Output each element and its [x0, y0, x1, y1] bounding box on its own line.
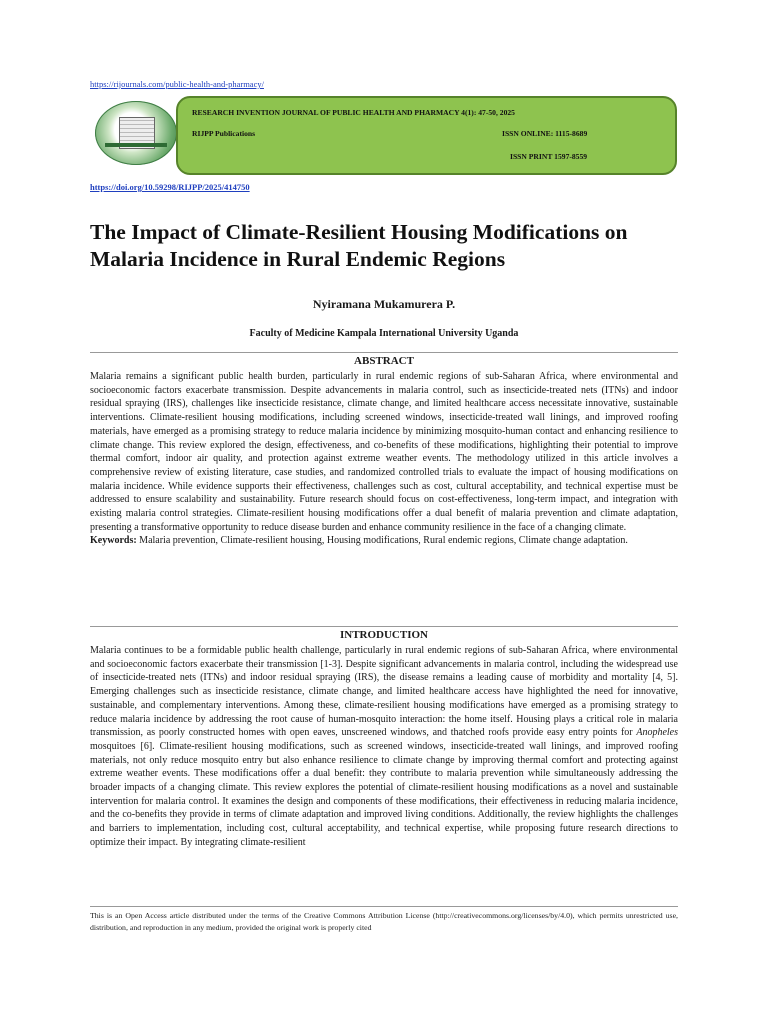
license-notice: This is an Open Access article distributed under the terms of the Creative Commons Attribution License (http://creativecommons.org/licenses/by/4.0), which permits unrestricted use, distribution, and reproduction in any medium, provided the original work is properly cited	[90, 911, 678, 932]
abstract-body	[90, 370, 678, 548]
introduction-body	[90, 644, 678, 850]
footer-divider	[90, 906, 678, 907]
introduction-text-part1: Malaria continues to be a formidable public health challenge, particularly in rural endemic regions of sub-Saharan Africa, where environmental and socioeconomic factors exacerbate their transmission [1-3]. Despite significant advancements in malaria control, including the widespread use of insecticide-treated nets (ITNs) and indoor residual spraying (IRS), the disease remains a leading cause of morbidity and mortality [4, 5]. Emerging challenges such as insecticide resistance, climate change, and limited healthcare access have highlighted the need for innovative, sustainable, and complementary interventions. Among these, climate-resilient housing modifications have emerged as a promising strategy to reduce malaria incidence by addressing the root cause of human-mosquito interaction: the home itself. Housing plays a critical role in malaria transmission, as poorly constructed homes with open eaves, unscreened windows, and thatched roofs provide easy entry points for	[90, 645, 678, 739]
introduction-text-part2: mosquitoes [6]. Climate-resilient housing modifications, such as screened windows, insecticide-treated wall linings, and improved roofing materials, not only reduce mosquito entry but also enhance resilience to climate change by improving thermal comfort and protecting against extreme weather events. These modifications offer a dual benefit: they contribute to malaria prevention while simultaneously addressing the broader impacts of a changing climate. This review explores the potential of climate-resilient housing modifications as a novel and sustainable intervention for malaria control. It examines the design and components of these modifications, their effectiveness in reducing malaria incidence, and the co-benefits they provide in terms of climate adaptation and improved living conditions. Additionally, the review highlights the challenges and barriers to implementation, including cost, cultural acceptability, and technical expertise, while proposing future research directions to optimize their impact. By integrating climate-resilient	[90, 740, 678, 848]
abstract-divider	[90, 352, 678, 353]
species-name: Anopheles	[636, 727, 678, 739]
publisher-name: RIJPP Publications	[192, 129, 256, 138]
abstract-heading: ABSTRACT	[354, 355, 414, 367]
journal-logo	[95, 101, 177, 165]
issn-online: ISSN ONLINE: 1115-8689	[502, 129, 588, 138]
introduction-text	[90, 644, 678, 850]
doi-link[interactable]: https://doi.org/10.59298/RIJPP/2025/414750	[90, 182, 250, 192]
introduction-heading: INTRODUCTION	[339, 629, 428, 641]
keywords-label: Keywords:	[90, 535, 137, 547]
journal-citation: RESEARCH INVENTION JOURNAL OF PUBLIC HEALTH AND PHARMACY 4(1): 47-50, 2025	[192, 108, 515, 117]
issn-print: ISSN PRINT 1597-8559	[510, 152, 588, 161]
logo-bar	[105, 143, 167, 147]
author-name: Nyiramana Mukamurera P.	[312, 297, 456, 311]
keywords	[90, 534, 678, 548]
keywords-list: Malaria prevention, Climate-resilient housing, Housing modifications, Rural endemic regions, Climate change adaptation.	[136, 535, 628, 547]
abstract-text: Malaria remains a significant public health burden, particularly in rural endemic regions of sub-Saharan Africa, where environmental and socioeconomic factors exacerbate transmission. Despite advancements in malaria control, such as insecticide-treated nets (ITNs) and indoor residual spraying (IRS), challenges like insecticide resistance, climate change, and limited healthcare access necessitate innovative, sustainable interventions. Climate-resilient housing modifications, including screened windows, insecticide-treated wall linings, and improved roofing materials, have emerged as a promising strategy to reduce malaria incidence by minimizing mosquito-human contact and enhancing resilience to climate change. This review explored the design, effectiveness, and co-benefits of these modifications, highlighting their potential to improve thermal comfort, indoor air quality, and protection against extreme weather events. The methodology utilized in this article involves a comprehensive review of existing literature, case studies, and randomized controlled trials to evaluate the impact of housing modifications on malaria incidence. While evidence supports their effectiveness, challenges such as cost, cultural acceptability, and technical expertise must be addressed to ensure scalability and sustainability. Future research should focus on cost-effectiveness, long-term impact, and integration with existing malaria control strategies. Climate-resilient housing modifications offer a dual benefit of malaria prevention and climate adaptation, presenting a transformative opportunity to reduce disease burden and enhance community resilience in the face of a changing climate.	[90, 371, 678, 533]
article-title: The Impact of Climate-Resilient Housing Modifications on Malaria Incidence in Rural Endemic Regions	[90, 220, 628, 271]
journal-home-link[interactable]: https://rijournals.com/public-health-and-pharmacy/	[90, 79, 264, 89]
journal-banner	[176, 96, 677, 175]
introduction-divider	[90, 626, 678, 627]
author-affiliation: Faculty of Medicine Kampala International University Uganda	[249, 328, 519, 339]
